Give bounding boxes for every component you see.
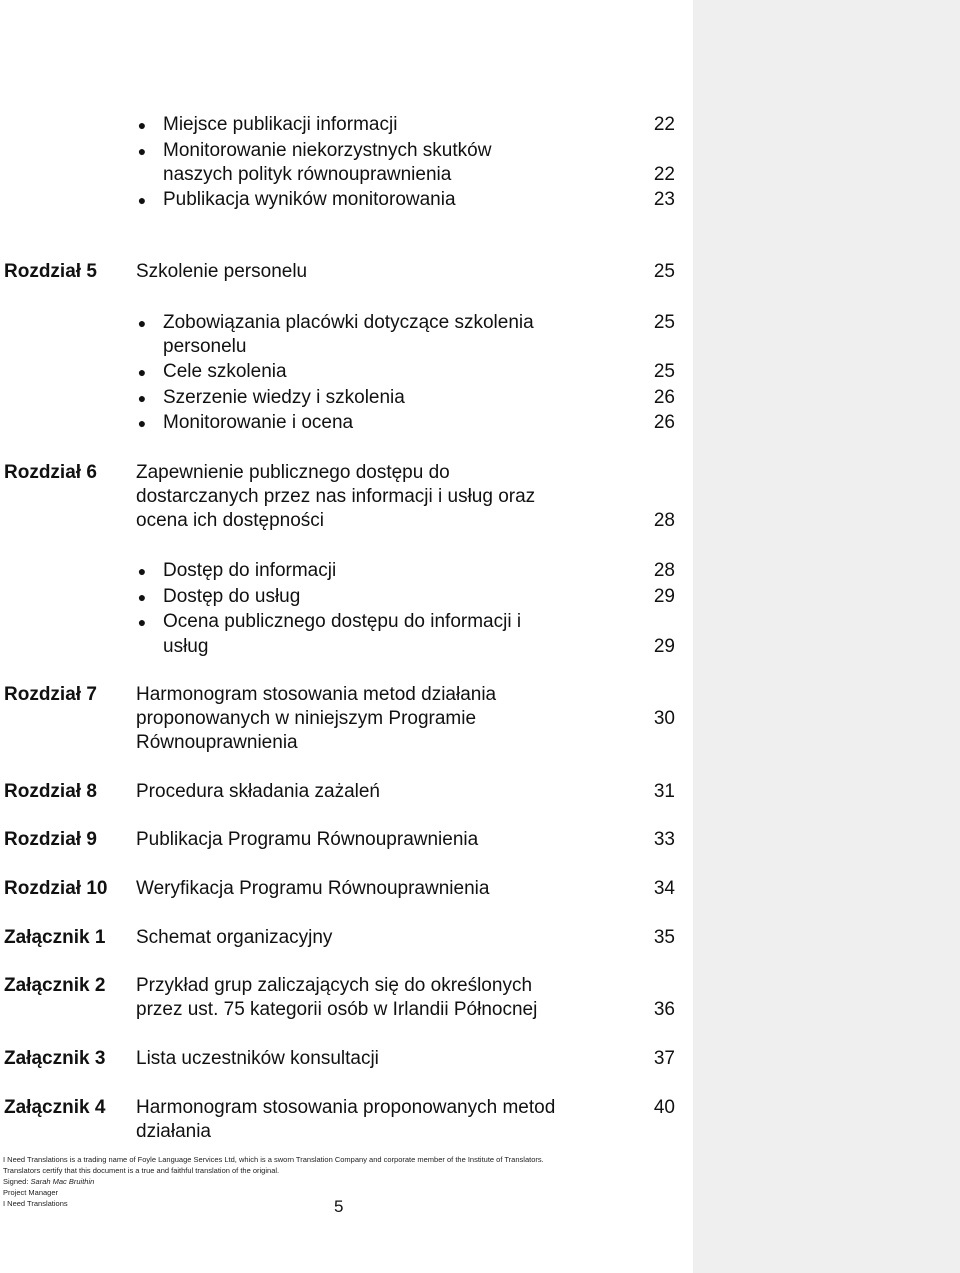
bullet-icon: ● [137,589,147,605]
page-number: 5 [334,1197,344,1216]
appendix-title: Schemat organizacyjny [136,927,333,948]
chapter-title: Procedura składania zażaleń [136,781,380,802]
chapter-title: Publikacja Programu Równouprawnienia [136,829,479,850]
chapter-title: Harmonogram stosowania metod działania [136,684,497,705]
bullet-icon: ● [137,192,147,208]
toc-page: 22 [653,114,675,135]
appendix-title: działania [136,1121,211,1142]
footer-note: I Need Translations [3,1199,68,1208]
toc-page: 25 [653,361,675,382]
appendix-title: przez ust. 75 kategorii osób w Irlandii Północnej [136,999,538,1020]
toc-page: 37 [653,1048,675,1069]
chapter-title: Zapewnienie publicznego dostępu do [136,462,450,483]
toc-page: 22 [653,164,675,185]
appendix-label: Załącznik 2 [4,975,106,996]
toc-page: 30 [653,708,675,729]
appendix-title: Harmonogram stosowania proponowanych metod [136,1097,556,1118]
toc-item: Miejsce publikacji informacji [163,114,398,135]
toc-page: 25 [653,312,675,333]
appendix-label: Załącznik 4 [4,1097,106,1118]
appendix-label: Załącznik 1 [4,927,106,948]
chapter-title: Weryfikacja Programu Równouprawnienia [136,878,490,899]
footer-note: I Need Translations is a trading name of Foyle Language Services Ltd, which is a sworn Translation Company and corporate member of the Institute of Translators. [3,1155,544,1164]
toc-page: 40 [653,1097,675,1118]
chapter-title: dostarczanych przez nas informacji i usług oraz [136,486,536,507]
toc-item: usług [163,636,209,657]
bullet-icon: ● [137,315,147,331]
toc-item: Monitorowanie niekorzystnych skutków [163,140,492,161]
signer-name: Sarah Mac Bruithin [30,1177,95,1186]
toc-item: Dostęp do informacji [163,560,337,581]
toc-item: Dostęp do usług [163,586,301,607]
appendix-title: Przykład grup zaliczających się do określonych [136,975,533,996]
toc-item: Monitorowanie i ocena [163,412,354,433]
chapter-title: Szkolenie personelu [136,261,308,282]
toc-page: 35 [653,927,675,948]
toc-item: Publikacja wyników monitorowania [163,189,456,210]
toc-page: 33 [653,829,675,850]
chapter-label: Rozdział 6 [4,462,97,483]
toc-item: naszych polityk równouprawnienia [163,164,452,185]
toc-item: Cele szkolenia [163,361,287,382]
toc-page: 25 [653,261,675,282]
toc-page: 28 [653,560,675,581]
bullet-icon: ● [137,364,147,380]
toc-page: 23 [653,189,675,210]
signed-label: Signed: [3,1177,31,1186]
toc-page: 29 [653,636,675,657]
toc-item: Szerzenie wiedzy i szkolenia [163,387,405,408]
toc-item: personelu [163,336,247,357]
chapter-label: Rozdział 10 [4,878,108,899]
bullet-icon: ● [137,143,147,159]
chapter-label: Rozdział 7 [4,684,97,705]
bullet-icon: ● [137,563,147,579]
toc-page: 28 [653,510,675,531]
chapter-title: proponowanych w niniejszym Programie [136,708,477,729]
appendix-label: Załącznik 3 [4,1048,106,1069]
bullet-icon: ● [137,390,147,406]
toc-page: 26 [653,412,675,433]
chapter-label: Rozdział 5 [4,261,97,282]
toc-item: Zobowiązania placówki dotyczące szkolenia [163,312,534,333]
bullet-icon: ● [137,614,147,630]
chapter-title: Równouprawnienia [136,732,298,753]
chapter-label: Rozdział 9 [4,829,97,850]
toc-page: 34 [653,878,675,899]
toc-page: 29 [653,586,675,607]
footer-note: Project Manager [3,1188,59,1197]
bullet-icon: ● [137,117,147,133]
footer-signature [3,1176,94,1187]
appendix-title: Lista uczestników konsultacji [136,1048,379,1069]
toc-page: 36 [653,999,675,1020]
toc-page: 26 [653,387,675,408]
bullet-icon: ● [137,415,147,431]
margin-band [693,0,960,1273]
footer-note: Translators certify that this document is a true and faithful translation of the original. [3,1166,280,1175]
chapter-label: Rozdział 8 [4,781,97,802]
chapter-title: ocena ich dostępności [136,510,325,531]
toc-item: Ocena publicznego dostępu do informacji i [163,611,522,632]
toc-page: 31 [653,781,675,802]
